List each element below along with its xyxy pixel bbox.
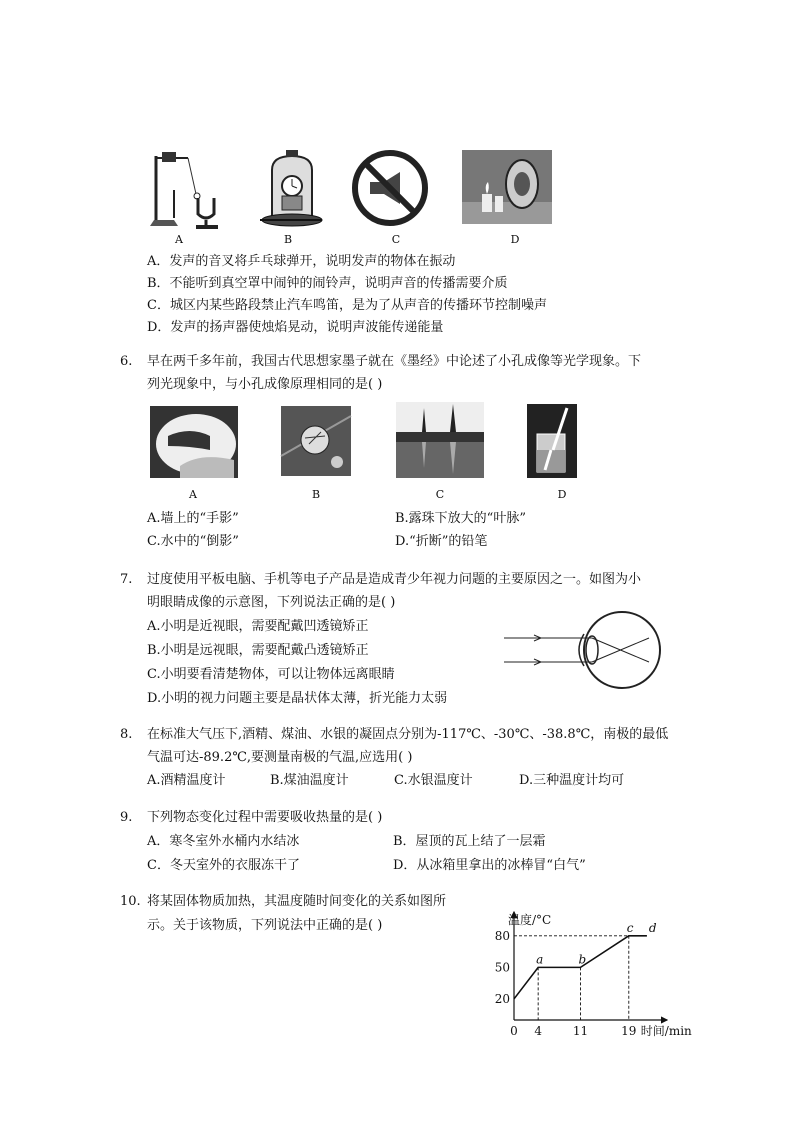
tuning-fork-image xyxy=(148,148,223,230)
bent-pencil-image xyxy=(527,404,577,478)
point-label-b: b xyxy=(578,952,587,967)
x-axis-label: 时间/min xyxy=(640,1024,692,1038)
q5-image-label-b: B xyxy=(283,233,293,246)
dewdrop-leaf-image xyxy=(281,406,351,476)
bell-jar-image xyxy=(258,148,326,230)
y-tick-label: 50 xyxy=(494,960,510,975)
point-label-a: a xyxy=(536,952,544,967)
q6-stem-line1: 早在两千多年前，我国古代思想家墨子就在《墨经》中论述了小孔成像等光学现象。下 xyxy=(147,354,642,369)
q6-image-label-b: B xyxy=(311,488,321,501)
q5-image-label-d: D xyxy=(510,233,520,246)
y-axis-label: 温度/°C xyxy=(508,913,552,927)
q5-option-c: C．城区内某些路段禁止汽车鸣笛，是为了从声音的传播环节控制噪声 xyxy=(147,298,547,313)
q8-option-c: C.水银温度计 xyxy=(394,773,473,788)
q5-option-d: D．发声的扬声器使烛焰晃动，说明声波能传递能量 xyxy=(147,320,444,335)
q7-option-a: A.小明是近视眼，需要配戴凹透镜矫正 xyxy=(147,619,369,634)
q6-option-c: C.水中的“倒影” xyxy=(147,534,239,549)
q8-option-d: D.三种温度计均可 xyxy=(519,773,625,788)
eye-diagram xyxy=(504,610,664,690)
q9-option-b: B．屋顶的瓦上结了一层霜 xyxy=(393,834,546,849)
q6-image-label-a: A xyxy=(189,488,197,501)
q9-number: 9. xyxy=(120,810,133,825)
q9-option-d: D．从冰箱里拿出的冰棒冒“白气” xyxy=(393,858,586,873)
q7-option-b: B.小明是远视眼，需要配戴凸透镜矫正 xyxy=(147,643,369,658)
q5-option-a: A．发声的音叉将乒乓球弹开，说明发声的物体在振动 xyxy=(147,254,456,269)
x-tick-label: 4 xyxy=(534,1024,542,1038)
chart-point-labels xyxy=(536,921,657,967)
q8-number: 8. xyxy=(120,727,133,742)
chart-guides xyxy=(514,936,629,1020)
q5-image-label-a: A xyxy=(175,233,183,246)
q6-number: 6. xyxy=(120,354,133,369)
speaker-candle-image xyxy=(462,150,552,224)
q8-stem-line1: 在标准大气压下,酒精、煤油、水银的凝固点分别为-117℃、-30℃、-38.8℃，南极的最低 xyxy=(147,727,669,742)
q8-stem-line2: 气温可达-89.2℃,要测量南极的气温,应选用( ) xyxy=(147,750,413,765)
x-tick-label: 0 xyxy=(510,1024,518,1038)
q7-option-c: C.小明要看清楚物体，可以让物体远离眼睛 xyxy=(147,667,395,682)
q5-image-label-c: C xyxy=(391,233,401,246)
q10-stem-line1: 将某固体物质加热，其温度随时间变化的关系如图所 xyxy=(147,894,447,909)
q10-number: 10. xyxy=(120,894,141,909)
q10-stem-line2: 示。关于该物质，下列说法中正确的是( ) xyxy=(147,918,383,933)
water-reflection-image xyxy=(396,402,484,478)
q6-option-a: A.墙上的“手影” xyxy=(147,511,239,526)
q9-stem: 下列物态变化过程中需要吸收热量的是( ) xyxy=(147,810,383,825)
y-tick-label: 20 xyxy=(494,991,510,1006)
y-tick-label: 80 xyxy=(494,928,510,943)
q6-option-b: B.露珠下放大的“叶脉” xyxy=(395,511,526,526)
q8-option-a: A.酒精温度计 xyxy=(147,773,226,788)
temperature-time-chart xyxy=(484,912,692,1042)
point-label-d: d xyxy=(648,920,657,935)
q7-option-d: D.小明的视力问题主要是晶状体太薄，折光能力太弱 xyxy=(147,691,448,706)
x-tick-label: 11 xyxy=(572,1024,589,1038)
q6-stem-line2: 列光现象中，与小孔成像原理相同的是( ) xyxy=(147,377,383,392)
q7-stem-line1: 过度使用平板电脑、手机等电子产品是造成青少年视力问题的主要原因之一。如图为小 xyxy=(147,572,642,587)
q7-number: 7. xyxy=(120,572,133,587)
q6-image-label-d: D xyxy=(557,488,567,501)
q5-option-b: B．不能听到真空罩中闹钟的闹铃声，说明声音的传播需要介质 xyxy=(147,276,508,291)
q6-option-d: D.“折断”的铅笔 xyxy=(395,534,488,549)
x-tick-label: 19 xyxy=(621,1024,637,1038)
point-label-c: c xyxy=(626,920,634,935)
q9-option-c: C．冬天室外的衣服冻干了 xyxy=(147,858,300,873)
hand-shadow-image xyxy=(150,406,238,478)
q9-option-a: A．寒冬室外水桶内水结冰 xyxy=(147,834,300,849)
q7-stem-line2: 明眼睛成像的示意图，下列说法正确的是( ) xyxy=(147,595,396,610)
no-honking-sign-image xyxy=(350,148,430,228)
q6-image-label-c: C xyxy=(435,488,445,501)
q8-option-b: B.煤油温度计 xyxy=(270,773,349,788)
